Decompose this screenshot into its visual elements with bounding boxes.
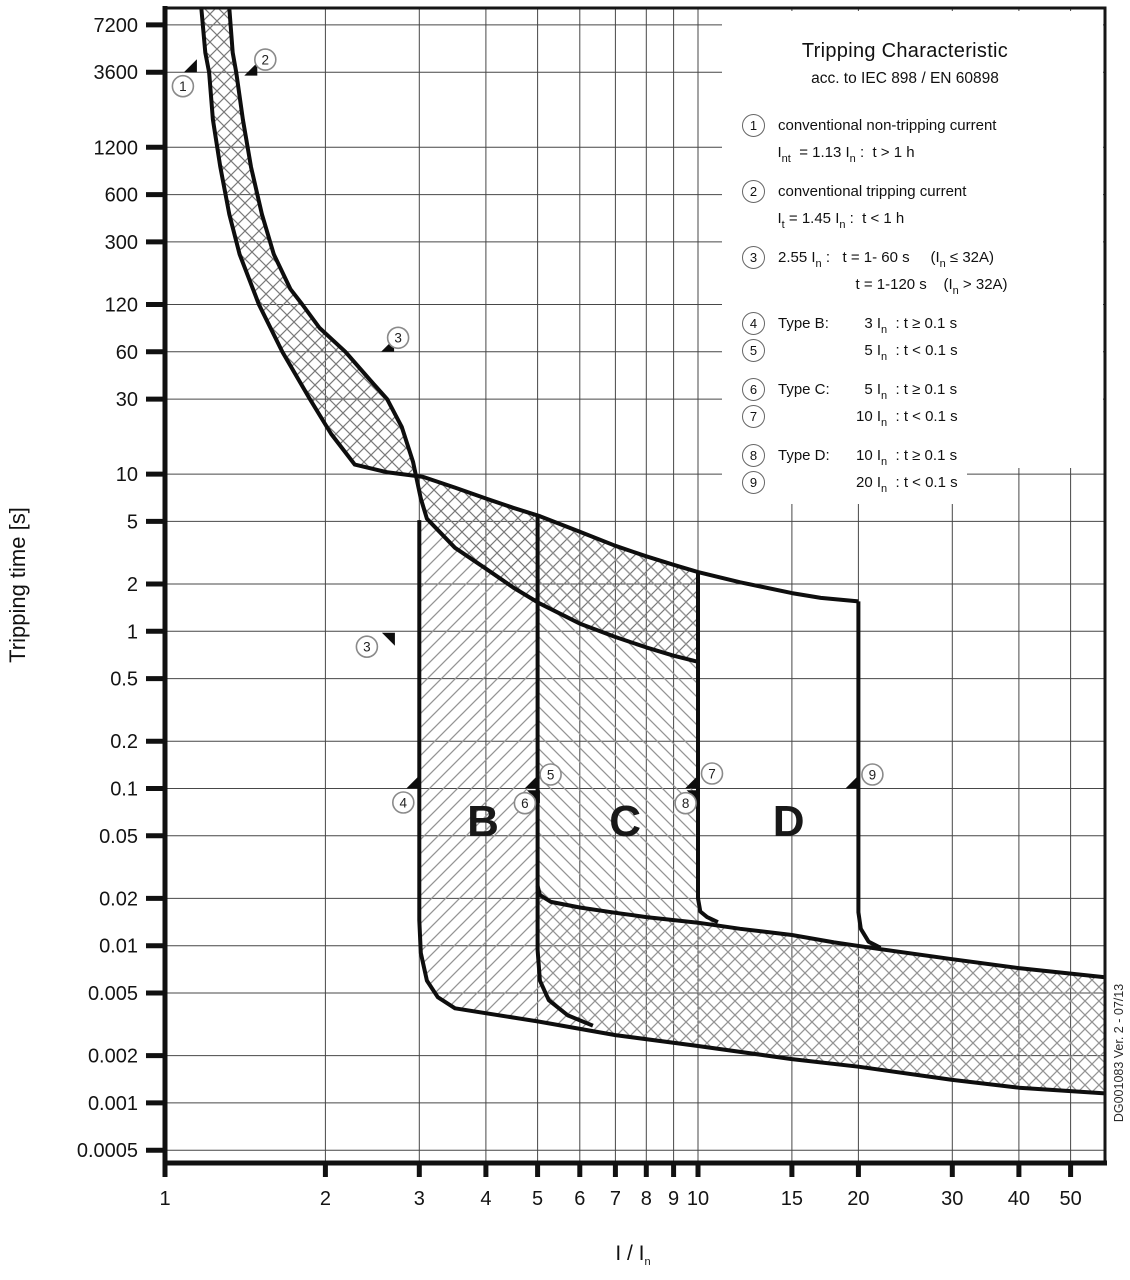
y-tick-label: 600 (104, 184, 138, 207)
annotation-number: 9 (868, 767, 877, 783)
legend-row (742, 337, 1110, 364)
legend-type-label: Type D: (778, 447, 830, 464)
y-tick-label: 2 (126, 574, 138, 596)
legend-row (742, 469, 1110, 496)
legend-row (742, 244, 1110, 271)
legend-item-number: 7 (742, 405, 765, 428)
annotation-number: 3 (394, 330, 402, 346)
region-label-D: D (772, 796, 805, 846)
legend-row (742, 112, 1110, 139)
y-tick-label: 0.1 (110, 778, 138, 801)
y-axis-title: Tripping time [s] (5, 507, 30, 663)
x-tick-label: 20 (847, 1188, 870, 1210)
legend-formula: conventional non-tripping current (778, 117, 997, 134)
legend-formula: 10 $I_n$ : t < 0.1 s (856, 408, 958, 429)
legend-item-number: 4 (742, 312, 765, 335)
legend-formula: 2.55 $I_n$ : t = 1- 60 s $(I_n \le 32A)$ (778, 249, 995, 270)
legend-formula: 5 $I_n$ : t ≥ 0.1 s (856, 381, 958, 402)
annotation-pointer-icon (845, 776, 858, 789)
x-tick-label: 6 (574, 1188, 586, 1210)
doc-ref-vertical: DG001083 Ver. 2 - 07/13 (1112, 983, 1126, 1123)
y-tick-label: 0.2 (110, 731, 138, 754)
y-tick-label: 1 (126, 621, 138, 644)
legend-row (742, 442, 1110, 469)
annotation-marker-4 (393, 776, 420, 814)
x-tick-label: 50 (1059, 1188, 1082, 1210)
y-tick-label: 5 (126, 511, 138, 534)
legend-group (742, 310, 1110, 364)
legend-row (742, 205, 1110, 232)
annotation-number: 7 (708, 766, 716, 782)
y-tick-label: 10 (115, 464, 138, 487)
legend-row (742, 139, 1110, 166)
y-tick-label: 3600 (93, 62, 138, 85)
x-tick-label: 30 (941, 1188, 964, 1210)
legend-row (742, 376, 1110, 403)
annotation-marker-2 (244, 49, 275, 76)
annotation-marker-3 (356, 633, 395, 658)
y-tick-label: 0.005 (87, 983, 138, 1005)
legend-item-number: 1 (742, 114, 765, 137)
x-tick-label: 15 (780, 1188, 804, 1210)
legend-group (742, 376, 1110, 430)
x-axis-title (615, 1242, 650, 1266)
x-tick-label: 40 (1007, 1188, 1031, 1210)
region-label-B: B (467, 796, 499, 846)
y-tick-label: 120 (104, 294, 138, 317)
legend-row (742, 403, 1110, 430)
x-tick-label: 8 (640, 1188, 652, 1210)
y-tick-label: 0.05 (99, 825, 138, 848)
annotation-number: 2 (261, 52, 270, 68)
y-tick-label: 60 (115, 341, 138, 364)
y-tick-label: 0.001 (87, 1092, 138, 1115)
legend-item-number: 6 (742, 378, 765, 401)
annotation-marker-9 (845, 764, 883, 789)
y-tick-label: 0.0005 (76, 1140, 138, 1163)
x-tick-label: 2 (319, 1188, 331, 1210)
legend-formula: 5 $I_n$ : t < 0.1 s (856, 342, 958, 363)
annotation-number: 1 (179, 79, 187, 94)
x-axis-title-main: I / I (615, 1242, 645, 1265)
legend-formula: $I_{nt} = 1.13$ $I_n$ : t > 1 h (777, 144, 915, 165)
legend-formula: 20 $I_n$ : t < 0.1 s (856, 474, 958, 495)
legend-items (742, 112, 1110, 508)
annotation-marker-1 (172, 59, 197, 96)
chart-title: Tripping Characteristic (801, 40, 1009, 62)
x-tick-label: 3 (413, 1188, 425, 1210)
y-tick-label: 0.002 (87, 1045, 138, 1068)
legend-group (742, 442, 1110, 496)
legend-type-label: Type B: (778, 315, 829, 332)
annotation-pointer-icon (184, 59, 197, 72)
legend-item-number: 9 (742, 471, 765, 494)
legend-row (742, 310, 1110, 337)
annotation-number: 6 (521, 796, 529, 811)
annotation-number: 8 (681, 796, 690, 811)
y-tick-label: 1200 (93, 137, 138, 160)
legend-group (742, 244, 1110, 298)
y-tick-label: 0.01 (99, 935, 138, 958)
x-tick-label: 1 (159, 1188, 171, 1210)
y-tick-label: 300 (104, 231, 138, 254)
legend-formula: t = 1-120 s $(I_n > 32A)$ (855, 276, 1008, 297)
annotation-number: 4 (399, 795, 408, 811)
type-d-10in-boundary (698, 572, 718, 922)
x-axis-title-subscript: n (644, 1256, 651, 1268)
legend-group (742, 112, 1110, 166)
legend-item-number: 2 (742, 180, 765, 203)
annotation-number: 3 (363, 639, 371, 655)
legend-row (742, 271, 1110, 298)
x-tick-label: 10 (686, 1188, 710, 1210)
region-label-C: C (609, 796, 642, 846)
legend-item-number: 8 (742, 444, 765, 467)
y-tick-label: 7200 (93, 14, 138, 37)
x-tick-label: 4 (480, 1188, 492, 1210)
annotation-pointer-icon (382, 633, 395, 646)
x-tick-label: 7 (609, 1188, 621, 1210)
chart-subtitle: acc. to IEC 898 / EN 60898 (811, 70, 999, 87)
legend-formula: 3 $I_n$ : t ≥ 0.1 s (856, 315, 958, 336)
y-tick-label: 30 (115, 389, 138, 412)
legend-formula: conventional tripping current (778, 183, 967, 200)
y-tick-label: 0.5 (110, 668, 138, 691)
legend-formula: 10 $I_n$ : t ≥ 0.1 s (856, 447, 958, 468)
legend-row (742, 178, 1110, 205)
legend-group (742, 178, 1110, 232)
annotation-marker-3 (381, 327, 409, 352)
y-tick-label: 0.02 (99, 888, 138, 911)
x-tick-label: 5 (532, 1188, 544, 1210)
chart-header (700, 40, 1110, 88)
legend-formula: $I_t = 1.45$ $I_n$ : t < 1 h (777, 210, 905, 231)
legend-item-number: 3 (742, 246, 765, 269)
annotation-pointer-icon (406, 776, 419, 789)
legend-type-label: Type C: (778, 381, 830, 398)
legend-item-number: 5 (742, 339, 765, 362)
annotation-number: 5 (546, 767, 555, 783)
x-tick-label: 9 (668, 1188, 680, 1210)
